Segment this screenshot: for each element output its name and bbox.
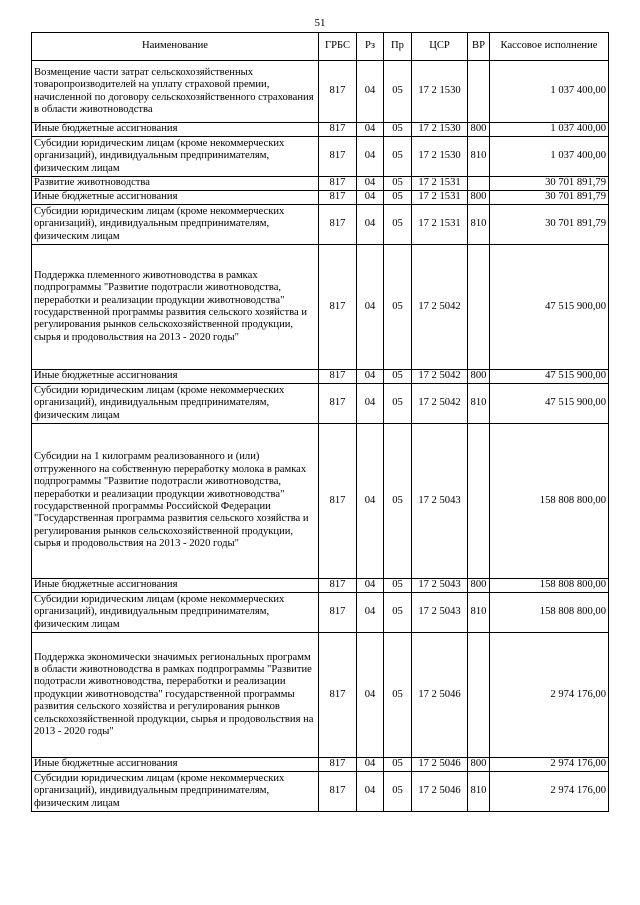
row-csr: 17 2 1530 bbox=[412, 137, 468, 177]
row-rz: 04 bbox=[357, 633, 384, 758]
row-pr: 05 bbox=[384, 177, 412, 191]
row-pr: 05 bbox=[384, 205, 412, 245]
row-csr: 17 2 1531 bbox=[412, 177, 468, 191]
row-csr: 17 2 1530 bbox=[412, 123, 468, 137]
row-grbs: 817 bbox=[319, 370, 357, 384]
row-grbs: 817 bbox=[319, 633, 357, 758]
row-pr: 05 bbox=[384, 758, 412, 772]
row-amount: 30 701 891,79 bbox=[490, 205, 609, 245]
row-amount: 2 974 176,00 bbox=[490, 633, 609, 758]
row-name: Субсидии на 1 килограмм реализованного и (или) отгруженного на собственную переработку молока в рамках подпрограммы "Развитие подотрасли животноводства, переработки и реализации продукции животноводства" государственной программы Российской Федерации "Государственная программа развития сельского хозяйства и регулирования рынков сельскохозяйственной продукции, сырья и продовольствия на 2013 - 2020 годы" bbox=[32, 424, 319, 579]
header-pr: Пр bbox=[384, 33, 412, 61]
row-vr: 800 bbox=[468, 579, 490, 593]
row-vr: 800 bbox=[468, 758, 490, 772]
row-grbs: 817 bbox=[319, 123, 357, 137]
row-csr: 17 2 5046 bbox=[412, 758, 468, 772]
row-vr: 810 bbox=[468, 772, 490, 812]
row-amount: 30 701 891,79 bbox=[490, 177, 609, 191]
row-amount: 2 974 176,00 bbox=[490, 772, 609, 812]
row-pr: 05 bbox=[384, 633, 412, 758]
row-amount: 2 974 176,00 bbox=[490, 758, 609, 772]
table-row bbox=[32, 384, 609, 424]
row-vr bbox=[468, 177, 490, 191]
row-grbs: 817 bbox=[319, 191, 357, 205]
row-rz: 04 bbox=[357, 177, 384, 191]
row-csr: 17 2 5046 bbox=[412, 772, 468, 812]
table-row bbox=[32, 424, 609, 579]
row-name: Субсидии юридическим лицам (кроме некоммерческих организаций), индивидуальным предпринимателям, физическим лицам bbox=[32, 205, 319, 245]
row-csr: 17 2 5046 bbox=[412, 633, 468, 758]
row-amount: 47 515 900,00 bbox=[490, 370, 609, 384]
header-vr: ВР bbox=[468, 33, 490, 61]
page-number: 51 bbox=[314, 17, 326, 29]
row-rz: 04 bbox=[357, 772, 384, 812]
row-amount: 30 701 891,79 bbox=[490, 191, 609, 205]
header-rz: Рз bbox=[357, 33, 384, 61]
row-pr: 05 bbox=[384, 137, 412, 177]
row-name: Субсидии юридическим лицам (кроме некоммерческих организаций), индивидуальным предпринимателям, физическим лицам bbox=[32, 772, 319, 812]
row-rz: 04 bbox=[357, 123, 384, 137]
row-csr: 17 2 1530 bbox=[412, 61, 468, 123]
row-vr bbox=[468, 424, 490, 579]
row-csr: 17 2 5042 bbox=[412, 370, 468, 384]
row-csr: 17 2 5043 bbox=[412, 593, 468, 633]
row-grbs: 817 bbox=[319, 758, 357, 772]
row-name: Иные бюджетные ассигнования bbox=[32, 370, 319, 384]
table-row bbox=[32, 177, 609, 191]
row-pr: 05 bbox=[384, 772, 412, 812]
row-csr: 17 2 1531 bbox=[412, 191, 468, 205]
table-row bbox=[32, 772, 609, 812]
table-row bbox=[32, 123, 609, 137]
row-pr: 05 bbox=[384, 61, 412, 123]
row-vr bbox=[468, 245, 490, 370]
table-row bbox=[32, 245, 609, 370]
header-amount: Кассовое исполнение bbox=[490, 33, 609, 61]
row-amount: 1 037 400,00 bbox=[490, 61, 609, 123]
row-amount: 158 808 800,00 bbox=[490, 593, 609, 633]
row-grbs: 817 bbox=[319, 61, 357, 123]
row-rz: 04 bbox=[357, 758, 384, 772]
budget-execution-table bbox=[31, 32, 609, 812]
row-name: Поддержка племенного животноводства в рамках подпрограммы "Развитие подотрасли животноводства, переработки и реализации продукции животноводства" государственной программы развития сельского хозяйства и регулирования рынков сельскохозяйственной продукции, сырья и продовольствия на 2013 - 2020 годы" bbox=[32, 245, 319, 370]
row-amount: 47 515 900,00 bbox=[490, 245, 609, 370]
row-pr: 05 bbox=[384, 245, 412, 370]
row-rz: 04 bbox=[357, 579, 384, 593]
row-vr: 810 bbox=[468, 205, 490, 245]
row-name: Иные бюджетные ассигнования bbox=[32, 579, 319, 593]
header-name: Наименование bbox=[32, 33, 319, 61]
row-name: Поддержка экономически значимых региональных программ в области животноводства в рамках подпрограммы "Развитие подотрасли животноводства, переработки и реализации продукции животноводства" государственной программы развития сельского хозяйства и регулирования рынков сельскохозяйственной продукции, сырья и продовольствия на 2013 - 2020 годы" bbox=[32, 633, 319, 758]
row-grbs: 817 bbox=[319, 424, 357, 579]
row-rz: 04 bbox=[357, 137, 384, 177]
row-vr bbox=[468, 61, 490, 123]
row-vr: 810 bbox=[468, 137, 490, 177]
row-amount: 47 515 900,00 bbox=[490, 384, 609, 424]
row-grbs: 817 bbox=[319, 205, 357, 245]
table-row bbox=[32, 633, 609, 758]
row-pr: 05 bbox=[384, 424, 412, 579]
row-name: Возмещение части затрат сельскохозяйственных товаропроизводителей на уплату страховой премии, начисленной по договору сельскохозяйственного страхования в области животноводства bbox=[32, 61, 319, 123]
row-grbs: 817 bbox=[319, 177, 357, 191]
table-row bbox=[32, 579, 609, 593]
row-csr: 17 2 5043 bbox=[412, 579, 468, 593]
header-csr: ЦСР bbox=[412, 33, 468, 61]
row-rz: 04 bbox=[357, 205, 384, 245]
table-row bbox=[32, 191, 609, 205]
row-pr: 05 bbox=[384, 370, 412, 384]
row-name: Субсидии юридическим лицам (кроме некоммерческих организаций), индивидуальным предпринимателям, физическим лицам bbox=[32, 384, 319, 424]
row-vr bbox=[468, 633, 490, 758]
row-amount: 1 037 400,00 bbox=[490, 137, 609, 177]
row-vr: 800 bbox=[468, 123, 490, 137]
table-row bbox=[32, 593, 609, 633]
row-amount: 158 808 800,00 bbox=[490, 424, 609, 579]
row-rz: 04 bbox=[357, 424, 384, 579]
row-pr: 05 bbox=[384, 384, 412, 424]
row-grbs: 817 bbox=[319, 384, 357, 424]
row-pr: 05 bbox=[384, 191, 412, 205]
row-vr: 810 bbox=[468, 384, 490, 424]
row-rz: 04 bbox=[357, 61, 384, 123]
row-name: Субсидии юридическим лицам (кроме некоммерческих организаций), индивидуальным предпринимателям, физическим лицам bbox=[32, 137, 319, 177]
row-csr: 17 2 5043 bbox=[412, 424, 468, 579]
row-rz: 04 bbox=[357, 370, 384, 384]
row-csr: 17 2 1531 bbox=[412, 205, 468, 245]
row-grbs: 817 bbox=[319, 579, 357, 593]
row-name: Субсидии юридическим лицам (кроме некоммерческих организаций), индивидуальным предпринимателям, физическим лицам bbox=[32, 593, 319, 633]
row-pr: 05 bbox=[384, 579, 412, 593]
table-row bbox=[32, 758, 609, 772]
table-row bbox=[32, 137, 609, 177]
table-row bbox=[32, 61, 609, 123]
row-vr: 800 bbox=[468, 370, 490, 384]
row-grbs: 817 bbox=[319, 245, 357, 370]
row-csr: 17 2 5042 bbox=[412, 245, 468, 370]
row-name: Иные бюджетные ассигнования bbox=[32, 191, 319, 205]
row-amount: 158 808 800,00 bbox=[490, 579, 609, 593]
header-grbs: ГРБС bbox=[319, 33, 357, 61]
table-header-row bbox=[32, 33, 609, 61]
row-grbs: 817 bbox=[319, 772, 357, 812]
row-vr: 810 bbox=[468, 593, 490, 633]
row-rz: 04 bbox=[357, 191, 384, 205]
row-rz: 04 bbox=[357, 245, 384, 370]
row-name: Иные бюджетные ассигнования bbox=[32, 123, 319, 137]
row-grbs: 817 bbox=[319, 593, 357, 633]
row-pr: 05 bbox=[384, 123, 412, 137]
row-pr: 05 bbox=[384, 593, 412, 633]
row-name: Иные бюджетные ассигнования bbox=[32, 758, 319, 772]
row-rz: 04 bbox=[357, 593, 384, 633]
row-csr: 17 2 5042 bbox=[412, 384, 468, 424]
row-vr: 800 bbox=[468, 191, 490, 205]
row-amount: 1 037 400,00 bbox=[490, 123, 609, 137]
table-row bbox=[32, 370, 609, 384]
table-row bbox=[32, 205, 609, 245]
row-rz: 04 bbox=[357, 384, 384, 424]
row-name: Развитие животноводства bbox=[32, 177, 319, 191]
row-grbs: 817 bbox=[319, 137, 357, 177]
